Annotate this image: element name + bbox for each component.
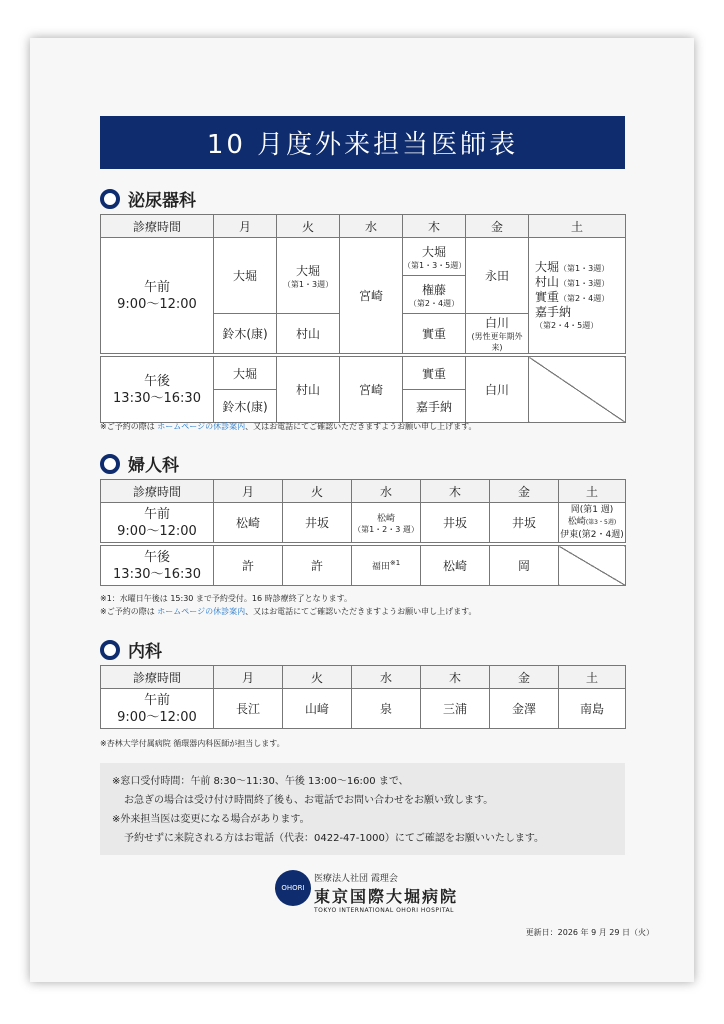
doctor-cell: 福田$^{※1}$ (352, 546, 421, 586)
doctor-cell: 松崎 （第1・2・3 週） (352, 503, 421, 543)
gynecology-note-1: ※1：水曜日午後は 15:30 まで予約受付。16 時診療終了となります。 (100, 594, 353, 603)
section-title: 内科 (128, 642, 162, 662)
table-row (101, 546, 626, 586)
info-line: ※外来担当医は変更になる場合があります。 (112, 814, 310, 825)
header-cell: 金 (490, 480, 559, 503)
doctor-cell: 許 (214, 546, 283, 586)
header-cell: 火 (283, 666, 352, 689)
table-row (101, 503, 626, 543)
header-cell: 水 (352, 480, 421, 503)
info-line: ※窓口受付時間：午前 8:30〜11:30、午後 13:00〜16:00 まで、 (112, 776, 409, 787)
doctor-cell: 許 (283, 546, 352, 586)
table-header-row (101, 480, 626, 503)
info-box (100, 763, 625, 855)
header-cell: 診療時間 (101, 666, 214, 689)
time-cell: 午前 9:00〜12:00 (101, 503, 214, 543)
section-heading-internal (100, 637, 162, 662)
time-cell: 午後 13:30〜16:30 (101, 357, 214, 423)
doctor-cell: 鈴木(康) (214, 390, 277, 423)
table-row (101, 689, 626, 729)
header-cell: 金 (466, 215, 529, 238)
header-cell: 診療時間 (101, 215, 214, 238)
doctor-cell: 泉 (352, 689, 421, 729)
circle-bullet-icon (100, 189, 120, 209)
doctor-cell: 松崎 (214, 503, 283, 543)
header-cell: 火 (277, 215, 340, 238)
page-title: 10 月度外来担当医師表 (100, 116, 625, 169)
info-line: お急ぎの場合は受け付け時間終了後も、お電話でお問い合わせをお願い致します。 (124, 795, 494, 806)
section-heading-urology (100, 186, 196, 211)
gynecology-note-2: ※ご予約の際は ホームページの休診案内、又はお電話にてご確認いただきますようお願い申し上げます。 (100, 607, 477, 616)
urology-note: ※ご予約の際は ホームページの休診案内、又はお電話にてご確認いただきますようお願い申し上げます。 (100, 422, 477, 431)
time-cell: 午前 9:00〜12:00 (101, 238, 214, 354)
doctor-cell: 白川 (466, 357, 529, 423)
doctor-cell: 大堀 (214, 238, 277, 314)
header-cell: 金 (490, 666, 559, 689)
doctor-cell: 白川 (男性更年期外来) (466, 314, 529, 354)
header-cell: 土 (559, 666, 626, 689)
circle-bullet-icon (100, 454, 120, 474)
circle-bullet-icon (100, 640, 120, 660)
table-row (101, 357, 626, 390)
hospital-name: 東京国際大堀病院 (314, 887, 459, 906)
doctor-cell: 岡(第1 週) 松崎(第3・5週) 伊東(第2・4週) (559, 503, 626, 543)
doctor-cell: 南島 (559, 689, 626, 729)
hospital-name-en: TOKYO INTERNATIONAL OHORI HOSPITAL (314, 907, 454, 914)
section-heading-gynecology (100, 451, 179, 476)
header-cell: 木 (403, 215, 466, 238)
time-cell: 午前 9:00〜12:00 (101, 689, 214, 729)
holiday-info-link[interactable]: ホームページの休診案内 (157, 607, 246, 616)
header-cell: 土 (529, 215, 626, 238)
doctor-cell: 宮崎 (340, 238, 403, 354)
doctor-cell: 井坂 (283, 503, 352, 543)
doctor-cell: 嘉手納 (403, 390, 466, 423)
doctor-cell: 村山 (277, 314, 340, 354)
updated-date: 更新日：2026 年 9 月 29 日（火） (525, 928, 654, 937)
holiday-info-link[interactable]: ホームページの休診案内 (157, 422, 246, 431)
header-cell: 土 (559, 480, 626, 503)
header-cell: 水 (352, 666, 421, 689)
urology-schedule-table (100, 214, 626, 423)
doctor-cell: 山﨑 (283, 689, 352, 729)
corporation-name: 医療法人社団 霞理会 (314, 874, 398, 884)
header-cell: 月 (214, 480, 283, 503)
doctor-cell: 宮崎 (340, 357, 403, 423)
header-cell: 月 (214, 215, 277, 238)
doctor-cell: 村山 (277, 357, 340, 423)
doctor-cell: 岡 (490, 546, 559, 586)
doctor-cell: 永田 (466, 238, 529, 314)
doctor-cell: 権藤 （第2・4週） (403, 276, 466, 314)
doctor-cell: 大堀（第1・3週） 村山（第1・3週） 實重（第2・4週） 嘉手納 （第2・4・5週） (529, 238, 626, 354)
internal-note: ※杏林大学付属病院 循環器内科医師が担当します。 (100, 739, 285, 748)
doctor-cell: 鈴木(康) (214, 314, 277, 354)
table-header-row (101, 215, 626, 238)
header-cell: 火 (283, 480, 352, 503)
hospital-logo-icon: OHORI (275, 870, 311, 906)
closed-cell (529, 357, 626, 423)
doctor-cell: 大堀 (214, 357, 277, 390)
header-cell: 水 (340, 215, 403, 238)
internal-schedule-table (100, 665, 626, 729)
doctor-cell: 井坂 (421, 503, 490, 543)
table-row (101, 238, 626, 276)
doctor-cell: 松崎 (421, 546, 490, 586)
doctor-cell: 金澤 (490, 689, 559, 729)
header-cell: 木 (421, 666, 490, 689)
info-line: 予約せずに来院される方はお電話（代表：0422-47-1000）にてご確認をお願いいたします。 (124, 833, 545, 844)
section-title: 泌尿器科 (128, 191, 196, 211)
doctor-cell: 大堀 （第1・3週） (277, 238, 340, 314)
doctor-cell: 長江 (214, 689, 283, 729)
doctor-cell: 實重 (403, 314, 466, 354)
table-header-row (101, 666, 626, 689)
gynecology-schedule-table (100, 479, 626, 586)
section-title: 婦人科 (128, 456, 179, 476)
hospital-name-block (314, 871, 458, 914)
doctor-cell: 井坂 (490, 503, 559, 543)
header-cell: 木 (421, 480, 490, 503)
doctor-cell: 三浦 (421, 689, 490, 729)
closed-cell (559, 546, 626, 586)
time-cell: 午後 13:30〜16:30 (101, 546, 214, 586)
doctor-cell: 實重 (403, 357, 466, 390)
header-cell: 診療時間 (101, 480, 214, 503)
doctor-cell: 大堀 （第1・3・5週） (403, 238, 466, 276)
header-cell: 月 (214, 666, 283, 689)
